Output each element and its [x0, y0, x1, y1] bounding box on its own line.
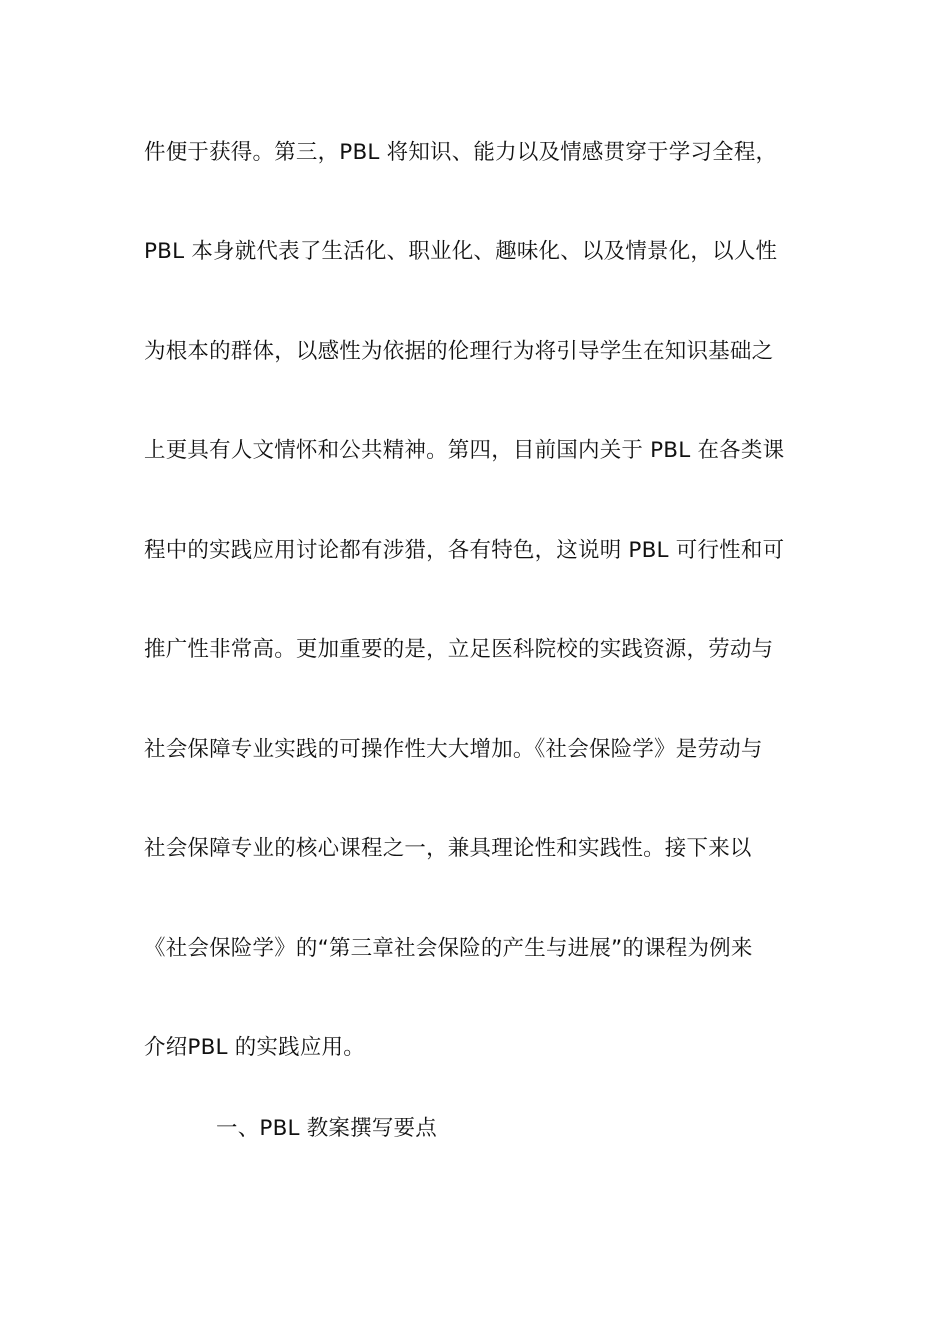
paragraph-line-2: PBL 本身就代表了生活化、职业化、趣味化、以及情景化，以人性: [144, 239, 778, 264]
paragraph-line-4: 上更具有人文情怀和公共精神。第四，目前国内关于 PBL 在各类课: [144, 438, 785, 463]
paragraph-line-6: 推广性非常高。更加重要的是，立足医科院校的实践资源，劳动与: [144, 637, 774, 662]
paragraph-line-9: 《社会保险学》的“第三章社会保险的产生与进展”的课程为例来: [144, 936, 753, 961]
paragraph-line-7: 社会保障专业实践的可操作性大大增加。《社会保险学》是劳动与: [144, 737, 763, 762]
paragraph-line-1: 件便于获得。第三，PBL 将知识、能力以及情感贯穿于学习全程，: [144, 140, 778, 165]
paragraph-line-8: 社会保障专业的核心课程之一，兼具理论性和实践性。接下来以: [144, 836, 752, 861]
paragraph-line-3: 为根本的群体，以感性为依据的伦理行为将引导学生在知识基础之: [144, 339, 774, 364]
section-heading: 一、PBL 教案撰写要点: [216, 1116, 437, 1141]
paragraph-line-5: 程中的实践应用讨论都有涉猎，各有特色，这说明 PBL 可行性和可: [144, 538, 785, 563]
paragraph-line-10: 介绍PBL 的实践应用。: [144, 1035, 365, 1060]
